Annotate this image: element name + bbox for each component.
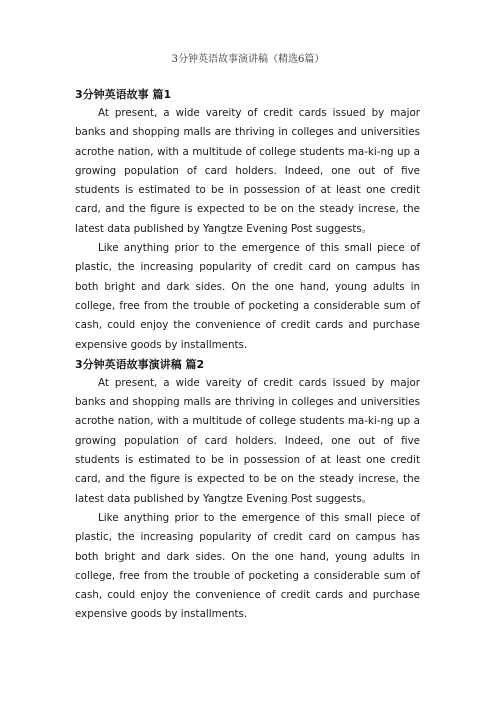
paragraph: At present, a wide vareity of credit cards issued by major banks and shopping malls are thriving in colleges and universities acrothe nation, with a multitude of college students ma-ki-ng up a growing population of card holders. Indeed, one out of five students is estimated to be in possession of at least one credit card, and the figure is expected to be on the steady increse, the latest data published by Yangtze Evening Post suggests。 [75,376,420,505]
section-heading: 3分钟英语故事 篇1 [75,88,172,101]
paragraph: At present, a wide vareity of credit cards issued by major banks and shopping malls are thriving in colleges and universities acrothe nation, with a multitude of college students ma-ki-ng up a growing population of card holders. Indeed, one out of five students is estimated to be in possession of at least one credit card, and the figure is expected to be on the steady increse, the latest data published by Yangtze Evening Post suggests。 [75,107,420,235]
document-body [75,85,420,625]
section-2 [75,355,420,625]
section-1 [75,85,420,355]
section-heading: 3分钟英语故事演讲稿 篇2 [75,357,205,371]
paragraph: Like anything prior to the emergence of this small piece of plastic, the increasing popularity of credit card on campus has both bright and dark sides. On the one hand, young adults in college, free from the trouble of pocketing a considerable sum of cash, could enjoy the convenience of credit cards and purchase expensive goods by installments. [75,511,420,621]
paragraph: Like anything prior to the emergence of this small piece of plastic, the increasing popularity of credit card on campus has both bright and dark sides. On the one hand, young adults in college, free from the trouble of pocketing a considerable sum of cash, could enjoy the convenience of credit cards and purchase expensive goods by installments. [75,242,420,351]
document-title: 3分钟英语故事演讲稿（精选6篇） [171,54,325,65]
